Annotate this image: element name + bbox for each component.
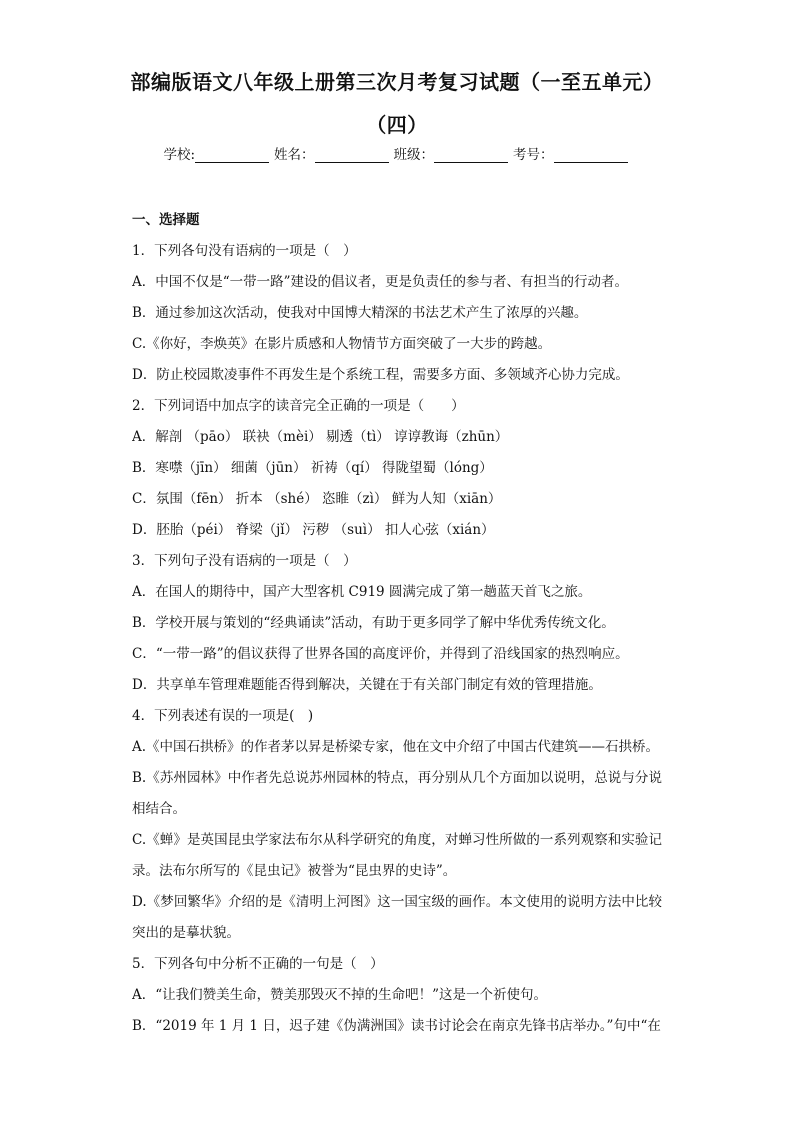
question-stem: 1．下列各句没有语病的一项是（ ）	[132, 243, 357, 259]
section-heading: 一、选择题	[132, 212, 200, 228]
option-b: B．寒噤（jīn） 细菌（jūn） 祈祷（qí） 得陇望蜀（lóng）	[132, 460, 493, 476]
option-a: A．“让我们赞美生命，赞美那毁灭不掉的生命吧！”这是一个祈使句。	[132, 987, 548, 1003]
question-5	[132, 949, 662, 1042]
option-d: D．共享单车管理难题能否得到解决，关键在于有关部门制定有效的管理措施。	[132, 677, 602, 693]
school-field	[163, 143, 272, 163]
option-d: D．防止校园欺凌事件不再发生是个系统工程，需要多方面、多领域齐心协力完成。	[132, 367, 629, 383]
question-1	[132, 236, 662, 391]
option-c: C.《你好，李焕英》在影片质感和人物情节方面突破了一大步的跨越。	[132, 336, 552, 352]
school-blank[interactable]	[195, 148, 269, 163]
option-d: D．胚胎（péi） 脊梁（jǐ） 污秽 （suì） 扣人心弦（xián）	[132, 522, 495, 538]
option-c: C.《蝉》是英国昆虫学家法布尔从科学研究的角度，对蝉习性所做的一系列观察和实验记录。法布尔所写的《昆虫记》被誉为“昆虫界的史诗”。	[132, 832, 662, 879]
option-b: B．通过参加这次活动，使我对中国博大精深的书法艺术产生了浓厚的兴趣。	[132, 305, 588, 321]
exam-title-number: （四）	[366, 113, 428, 137]
class-label: 班级：	[393, 147, 435, 163]
name-blank[interactable]	[315, 148, 389, 163]
question-stem: 3．下列句子没有语病的一项是（ ）	[132, 553, 357, 569]
question-3	[132, 546, 662, 701]
option-b: B．学校开展与策划的“经典诵读”活动，有助于更多同学了解中华优秀传统文化。	[132, 615, 615, 631]
class-blank[interactable]	[434, 148, 508, 163]
name-label: 姓名：	[274, 147, 315, 163]
option-a: A．在国人的期待中，国产大型客机 C919 圆满完成了第一趟蓝天首飞之旅。	[132, 584, 592, 600]
exam-number-field	[513, 143, 631, 163]
question-stem: 2．下列词语中加点字的读音完全正确的一项是（ ）	[132, 398, 465, 414]
exam-number-label: 考号：	[513, 147, 554, 163]
question-2	[132, 391, 662, 546]
option-b: B．“2019 年 1 月 1 日，迟子建《伪满洲国》读书讨论会在南京先锋书店举办。”句中“在	[132, 1018, 661, 1034]
exam-number-blank[interactable]	[554, 148, 628, 163]
option-a: A．中国不仅是“一带一路”建设的倡议者，更是负责任的参与者、有担当的行动者。	[132, 274, 629, 290]
option-a: A.《中国石拱桥》的作者茅以昇是桥梁专家，他在文中介绍了中国古代建筑——石拱桥。	[132, 739, 660, 755]
option-c: C．氛围（fēn） 折本 （shé） 恣睢（zì） 鲜为人知（xiān）	[132, 491, 502, 507]
name-field	[274, 143, 392, 163]
exam-title: 部编版语文八年级上册第三次月考复习试题（一至五单元）	[130, 70, 664, 94]
option-a: A．解剖 （pāo） 联袂（mèi） 剔透（tì） 谆谆教诲（zhūn）	[132, 429, 509, 445]
school-label: 学校:	[163, 147, 196, 163]
class-field	[394, 143, 512, 163]
option-b: B.《苏州园林》中作者先总说苏州园林的特点，再分别从几个方面加以说明，总说与分说相结合。	[132, 770, 662, 817]
question-stem: 5．下列各句中分析不正确的一句是（ ）	[132, 956, 384, 972]
question-content	[132, 205, 662, 1042]
question-stem: 4．下列表述有误的一项是( )	[132, 708, 314, 724]
option-d: D.《梦回繁华》介绍的是《清明上河图》这一国宝级的画作。本文使用的说明方法中比较突出的是摹状貌。	[132, 894, 662, 941]
student-info-row	[0, 143, 794, 163]
question-4	[132, 701, 662, 949]
option-c: C．“一带一路”的倡议获得了世界各国的高度评价，并得到了沿线国家的热烈响应。	[132, 646, 629, 662]
